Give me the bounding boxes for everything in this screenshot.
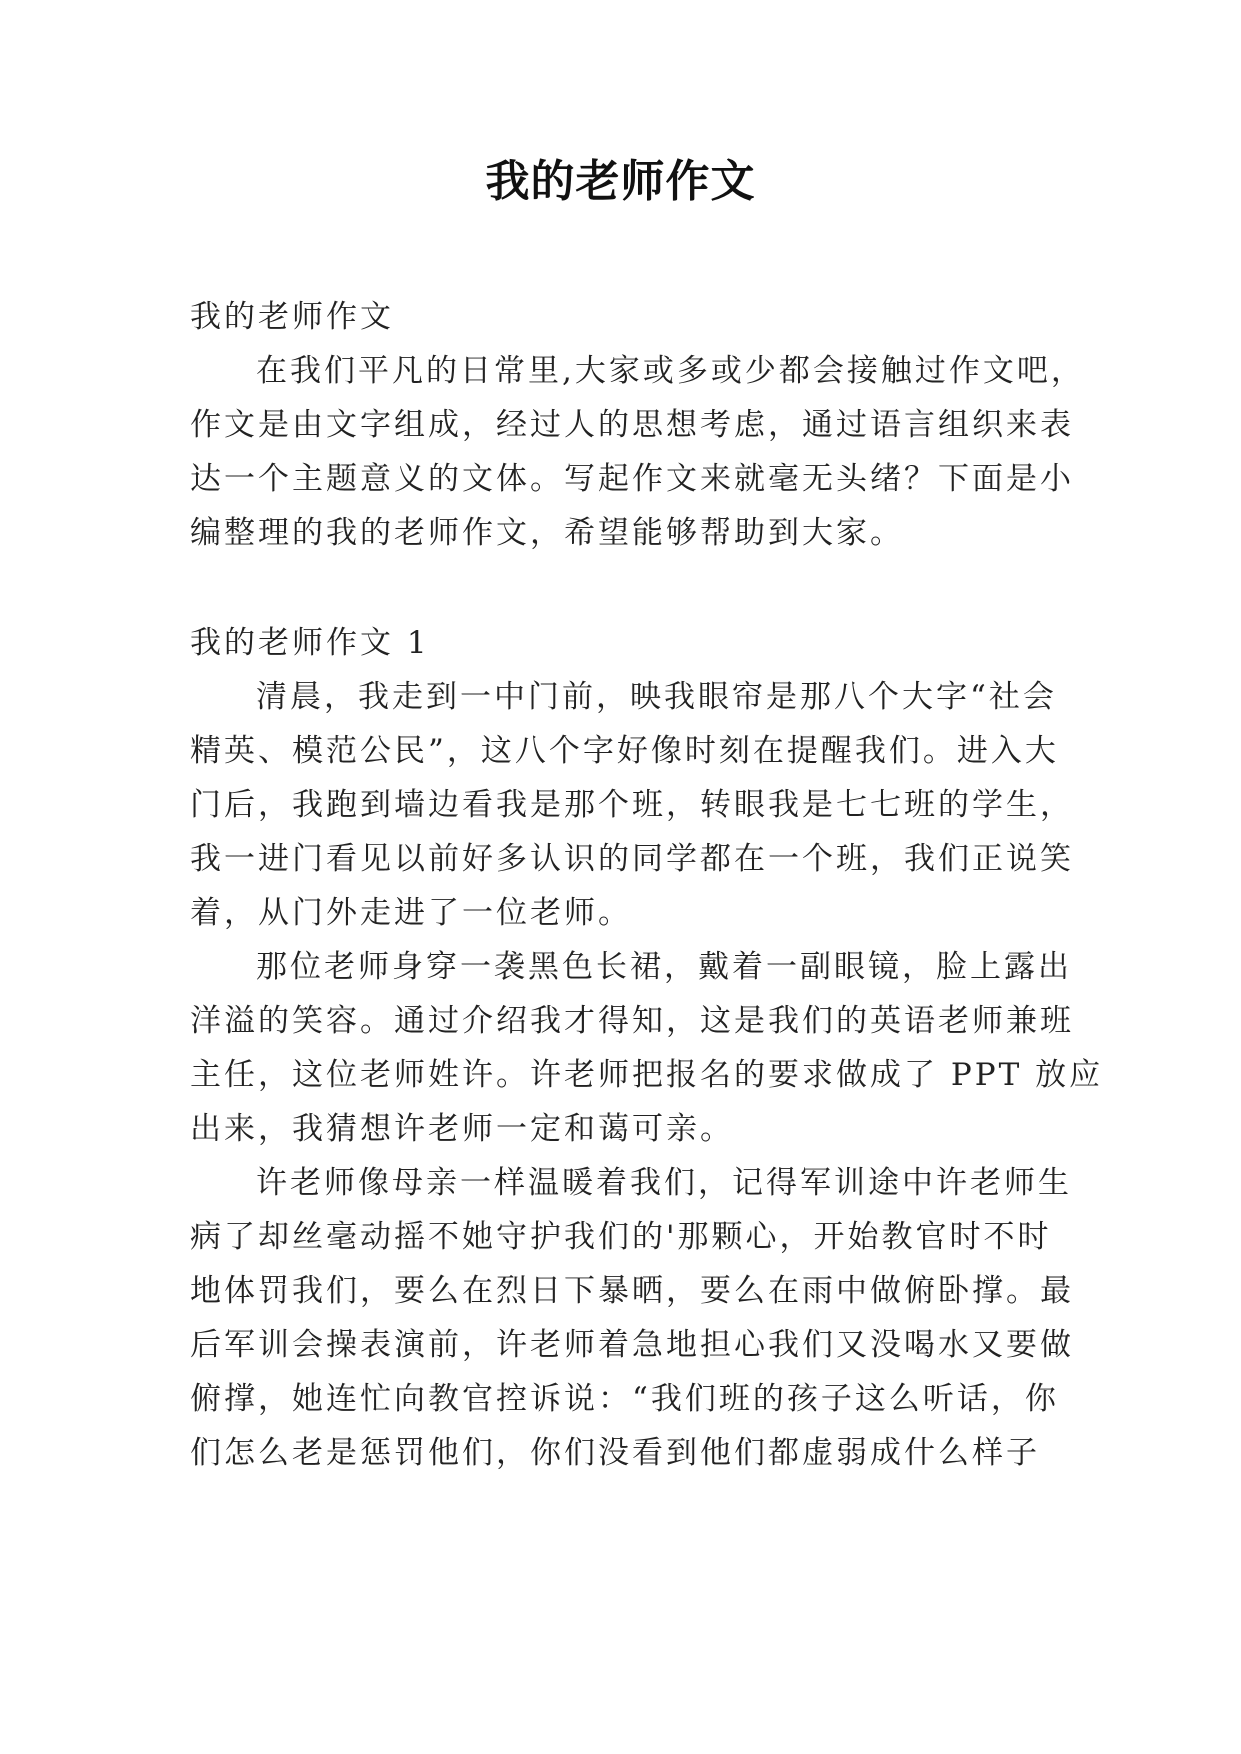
essay1-paragraph-1: [190, 670, 1074, 940]
section-spacer: [190, 560, 1060, 616]
paragraph-line: 在我们平凡的日常里,大家或多或少都会接触过作文吧，: [256, 353, 1085, 389]
paragraph-line: 出来，我猜想许老师一定和蔼可亲。: [190, 1111, 734, 1147]
paragraph-line: 那位老师身穿一袭黑色长裙，戴着一副眼镜，脸上露出: [256, 949, 1072, 985]
document-title: 我的老师作文: [485, 156, 756, 207]
paragraph-line: 精英、模范公民”，这八个字好像时刻在提醒我们。进入大: [190, 733, 1059, 769]
paragraph-line: 们怎么老是惩罚他们，你们没看到他们都虚弱成什么样子: [190, 1435, 1040, 1471]
paragraph-line: 地体罚我们，要么在烈日下暴晒，要么在雨中做俯卧撑。最: [190, 1273, 1074, 1309]
paragraph-line: 编整理的我的老师作文，希望能够帮助到大家。: [190, 515, 904, 551]
paragraph-line: 俯撑，她连忙向教官控诉说：“我们班的孩子这么听话，你: [190, 1381, 1059, 1417]
paragraph-line: 主任，这位老师姓许。许老师把报名的要求做成了 PPT 放应: [190, 1057, 1104, 1093]
essay1-heading: 我的老师作文 1: [190, 625, 430, 661]
document-body: [190, 290, 1104, 1480]
paragraph-line: 我一进门看见以前好多认识的同学都在一个班，我们正说笑: [190, 841, 1074, 877]
paragraph-line: 门后，我跑到墙边看我是那个班，转眼我是七七班的学生，: [190, 787, 1074, 823]
essay1-paragraph-2: [190, 940, 1104, 1156]
intro-paragraph: [190, 344, 1085, 560]
paragraph-line: 许老师像母亲一样温暖着我们，记得军训途中许老师生: [256, 1165, 1072, 1201]
intro-heading: 我的老师作文: [190, 299, 394, 335]
paragraph-line: 清晨，我走到一中门前，映我眼帘是那八个大字“社会: [256, 679, 1057, 715]
paragraph-line: 达一个主题意义的文体。写起作文来就毫无头绪？下面是小: [190, 461, 1074, 497]
paragraph-line: 病了却丝毫动摇不她守护我们的'那颗心，开始教官时不时: [190, 1219, 1052, 1255]
essay1-paragraph-3: [190, 1156, 1074, 1480]
paragraph-line: 洋溢的笑容。通过介绍我才得知，这是我们的英语老师兼班: [190, 1003, 1074, 1039]
paragraph-line: 作文是由文字组成，经过人的思想考虑，通过语言组织来表: [190, 407, 1074, 443]
paragraph-line: 着，从门外走进了一位老师。: [190, 895, 632, 931]
paragraph-line: 后军训会操表演前，许老师着急地担心我们又没喝水又要做: [190, 1327, 1074, 1363]
